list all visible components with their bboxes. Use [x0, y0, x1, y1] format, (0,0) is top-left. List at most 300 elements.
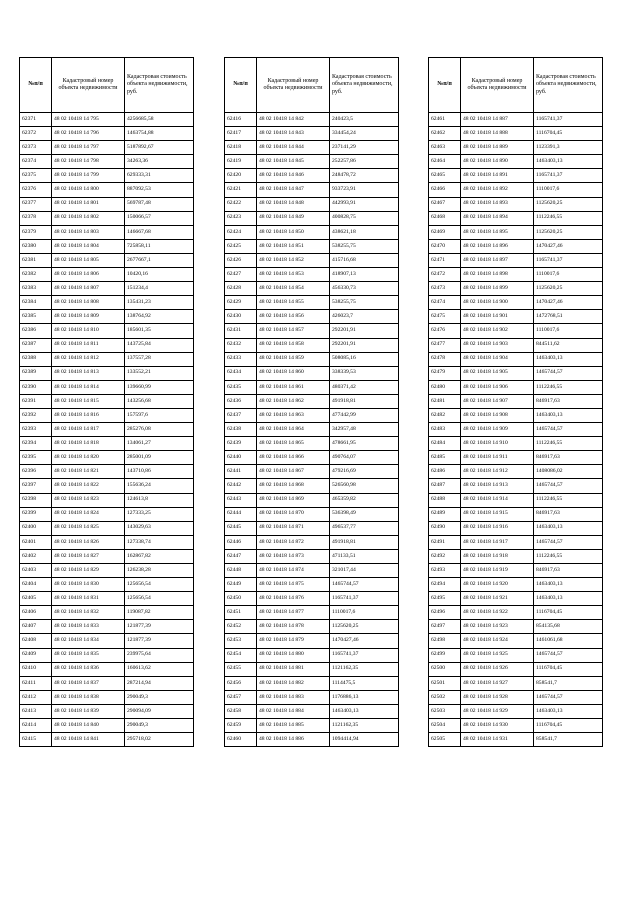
- table-row: [429, 634, 603, 648]
- cadastral-cost: 1121162,35: [330, 719, 399, 733]
- cadastral-cost: 1463403,13: [534, 578, 603, 592]
- row-number: 62459: [225, 719, 257, 733]
- cadastral-cost: 471133,51: [330, 549, 399, 563]
- cadastral-number: 48 02 10418 14 869: [257, 493, 330, 507]
- cadastral-number: 48 02 10418 14 890: [461, 155, 534, 169]
- table-row: [20, 282, 194, 296]
- cadastral-number: 48 02 10418 14 802: [52, 211, 125, 225]
- table-row: [429, 352, 603, 366]
- cadastral-number: 48 02 10418 14 822: [52, 479, 125, 493]
- table-row: [225, 634, 399, 648]
- row-number: 62397: [20, 479, 52, 493]
- cadastral-number: 48 02 10418 14 926: [461, 662, 534, 676]
- row-number: 62383: [20, 282, 52, 296]
- row-number: 62492: [429, 549, 461, 563]
- row-number: 62404: [20, 578, 52, 592]
- cadastral-cost: 844511,62: [534, 338, 603, 352]
- table-row: [225, 535, 399, 549]
- cadastral-number: 48 02 10418 14 835: [52, 648, 125, 662]
- table-row: [20, 113, 194, 127]
- cadastral-cost: 456330,73: [330, 282, 399, 296]
- row-number: 62491: [429, 535, 461, 549]
- cadastral-cost: 1110017,6: [534, 324, 603, 338]
- row-number: 62374: [20, 155, 52, 169]
- cadastral-cost: 400828,75: [330, 211, 399, 225]
- row-number: 62382: [20, 268, 52, 282]
- row-number: 62490: [429, 521, 461, 535]
- cadastral-number: 48 02 10418 14 799: [52, 169, 125, 183]
- table-row: [429, 366, 603, 380]
- table-row: [429, 380, 603, 394]
- row-number: 62418: [225, 141, 257, 155]
- cadastral-number: 48 02 10418 14 865: [257, 437, 330, 451]
- table-row: [225, 592, 399, 606]
- row-number: 62467: [429, 197, 461, 211]
- table-row: [429, 648, 603, 662]
- header-num: №п/п: [225, 58, 257, 113]
- table-row: [429, 493, 603, 507]
- table-row: [20, 239, 194, 253]
- row-number: 62493: [429, 564, 461, 578]
- cadastral-cost: 134061,27: [125, 437, 194, 451]
- cadastral-cost: 1408086,02: [534, 465, 603, 479]
- table-header-row: [429, 58, 603, 113]
- row-number: 62443: [225, 493, 257, 507]
- cadastral-cost: 127333,25: [125, 507, 194, 521]
- row-number: 62476: [429, 324, 461, 338]
- row-number: 62399: [20, 507, 52, 521]
- cadastral-number: 48 02 10418 14 804: [52, 239, 125, 253]
- cadastral-cost: 139660,99: [125, 380, 194, 394]
- row-number: 62454: [225, 648, 257, 662]
- table-row: [429, 437, 603, 451]
- cadastral-cost: 1123391,3: [534, 141, 603, 155]
- table-row: [20, 225, 194, 239]
- table-row: [225, 324, 399, 338]
- row-number: 62466: [429, 183, 461, 197]
- cadastral-number: 48 02 10418 14 830: [52, 578, 125, 592]
- row-number: 62442: [225, 479, 257, 493]
- cadastral-number: 48 02 10418 14 851: [257, 239, 330, 253]
- row-number: 62401: [20, 535, 52, 549]
- cadastral-cost: 538255,75: [330, 239, 399, 253]
- row-number: 62489: [429, 507, 461, 521]
- row-number: 62434: [225, 366, 257, 380]
- cadastral-cost: 526560,98: [330, 479, 399, 493]
- row-number: 62477: [429, 338, 461, 352]
- cadastral-cost: 285001,09: [125, 451, 194, 465]
- cadastral-cost: 121877,39: [125, 634, 194, 648]
- cadastral-number: 48 02 10418 14 813: [52, 366, 125, 380]
- table-row: [20, 634, 194, 648]
- cadastral-cost: 887092,53: [125, 183, 194, 197]
- cadastral-number: 48 02 10418 14 901: [461, 310, 534, 324]
- cadastral-cost: 334454,24: [330, 127, 399, 141]
- row-number: 62386: [20, 324, 52, 338]
- table-row: [20, 620, 194, 634]
- cadastral-number: 48 02 10418 14 853: [257, 268, 330, 282]
- table-row: [429, 564, 603, 578]
- cadastral-number: 48 02 10418 14 917: [461, 535, 534, 549]
- table-row: [429, 268, 603, 282]
- cadastral-number: 48 02 10418 14 854: [257, 282, 330, 296]
- table-row: [225, 183, 399, 197]
- row-number: 62423: [225, 211, 257, 225]
- row-number: 62380: [20, 239, 52, 253]
- table-row: [20, 592, 194, 606]
- table-row: [20, 394, 194, 408]
- cadastral-number: 48 02 10418 14 915: [461, 507, 534, 521]
- cadastral-cost: 1116704,45: [534, 127, 603, 141]
- cadastral-cost: 491918,81: [330, 394, 399, 408]
- cadastral-cost: 237141,29: [330, 141, 399, 155]
- table-row: [429, 282, 603, 296]
- table-row: [429, 197, 603, 211]
- cadastral-cost: 143029,63: [125, 521, 194, 535]
- cadastral-number: 48 02 10418 14 873: [257, 549, 330, 563]
- row-number: 62392: [20, 408, 52, 422]
- row-number: 62400: [20, 521, 52, 535]
- row-number: 62385: [20, 310, 52, 324]
- table-row: [429, 155, 603, 169]
- cadastral-number: 48 02 10418 14 842: [257, 113, 330, 127]
- cadastral-table-1: [19, 57, 194, 747]
- cadastral-cost: 438621,18: [330, 225, 399, 239]
- table-row: [429, 127, 603, 141]
- row-number: 62468: [429, 211, 461, 225]
- cadastral-cost: 133552,21: [125, 366, 194, 380]
- row-number: 62424: [225, 225, 257, 239]
- cadastral-cost: 1112246,55: [534, 211, 603, 225]
- cadastral-cost: 1465744,57: [534, 479, 603, 493]
- cadastral-cost: 146667,68: [125, 225, 194, 239]
- cadastral-cost: 1463403,13: [534, 521, 603, 535]
- cadastral-number: 48 02 10418 14 887: [461, 113, 534, 127]
- cadastral-number: 48 02 10418 14 858: [257, 338, 330, 352]
- cadastral-cost: 1165741,37: [534, 169, 603, 183]
- table-row: [225, 423, 399, 437]
- table-row: [225, 465, 399, 479]
- row-number: 62426: [225, 253, 257, 267]
- table-row: [20, 507, 194, 521]
- cadastral-number: 48 02 10418 14 844: [257, 141, 330, 155]
- row-number: 62438: [225, 423, 257, 437]
- cadastral-cost: 846917,63: [534, 394, 603, 408]
- row-number: 62479: [429, 366, 461, 380]
- cadastral-number: 48 02 10418 14 897: [461, 253, 534, 267]
- row-number: 62405: [20, 592, 52, 606]
- cadastral-cost: 151234,4: [125, 282, 194, 296]
- cadastral-number: 48 02 10418 14 815: [52, 394, 125, 408]
- cadastral-number: 48 02 10418 14 845: [257, 155, 330, 169]
- table-row: [429, 253, 603, 267]
- cadastral-cost: 480371,42: [330, 380, 399, 394]
- table-row: [429, 578, 603, 592]
- row-number: 62430: [225, 310, 257, 324]
- cadastral-number: 48 02 10418 14 850: [257, 225, 330, 239]
- row-number: 62391: [20, 394, 52, 408]
- cadastral-number: 48 02 10418 14 911: [461, 451, 534, 465]
- table-row: [225, 620, 399, 634]
- table-row: [20, 606, 194, 620]
- row-number: 62450: [225, 592, 257, 606]
- cadastral-cost: 1125620,25: [330, 620, 399, 634]
- header-cad-num: Кадастровый номер объекта недвижимости: [52, 58, 125, 113]
- table-body: [429, 113, 603, 747]
- table-row: [429, 620, 603, 634]
- header-cad-cost: Кадастровая стоимость объекта недвижимости, руб.: [125, 58, 194, 113]
- cadastral-number: 48 02 10418 14 840: [52, 719, 125, 733]
- table-row: [20, 521, 194, 535]
- row-number: 62487: [429, 479, 461, 493]
- cadastral-number: 48 02 10418 14 806: [52, 268, 125, 282]
- cadastral-cost: 1465744,57: [534, 423, 603, 437]
- row-number: 62440: [225, 451, 257, 465]
- cadastral-cost: 1125620,25: [534, 225, 603, 239]
- cadastral-cost: 5187892,67: [125, 141, 194, 155]
- cadastral-number: 48 02 10418 14 837: [52, 676, 125, 690]
- cadastral-cost: 442993,91: [330, 197, 399, 211]
- row-number: 62425: [225, 239, 257, 253]
- cadastral-cost: 143256,68: [125, 394, 194, 408]
- row-number: 62402: [20, 549, 52, 563]
- table-row: [20, 437, 194, 451]
- cadastral-cost: 1094414,94: [330, 733, 399, 747]
- row-number: 62371: [20, 113, 52, 127]
- row-number: 62456: [225, 676, 257, 690]
- cadastral-cost: 290049,3: [125, 690, 194, 704]
- cadastral-table-2: [224, 57, 399, 747]
- cadastral-number: 48 02 10418 14 902: [461, 324, 534, 338]
- cadastral-cost: 240423,5: [330, 113, 399, 127]
- row-number: 62475: [429, 310, 461, 324]
- table-row: [429, 408, 603, 422]
- cadastral-cost: 239975,64: [125, 648, 194, 662]
- cadastral-cost: 1472768,51: [534, 310, 603, 324]
- cadastral-cost: 1125620,25: [534, 197, 603, 211]
- table-row: [225, 719, 399, 733]
- cadastral-number: 48 02 10418 14 877: [257, 606, 330, 620]
- row-number: 62448: [225, 564, 257, 578]
- row-number: 62393: [20, 423, 52, 437]
- cadastral-number: 48 02 10418 14 808: [52, 296, 125, 310]
- row-number: 62483: [429, 423, 461, 437]
- table-row: [20, 676, 194, 690]
- cadastral-number: 48 02 10418 14 907: [461, 394, 534, 408]
- header-cad-num: Кадастровый номер объекта недвижимости: [257, 58, 330, 113]
- row-number: 62372: [20, 127, 52, 141]
- table-row: [20, 324, 194, 338]
- cadastral-cost: 10420,16: [125, 268, 194, 282]
- row-number: 62428: [225, 282, 257, 296]
- cadastral-number: 48 02 10418 14 899: [461, 282, 534, 296]
- cadastral-cost: 1470427,46: [330, 634, 399, 648]
- cadastral-number: 48 02 10418 14 884: [257, 704, 330, 718]
- table-row: [20, 493, 194, 507]
- cadastral-number: 48 02 10418 14 833: [52, 620, 125, 634]
- cadastral-number: 48 02 10418 14 910: [461, 437, 534, 451]
- cadastral-number: 48 02 10418 14 889: [461, 141, 534, 155]
- cadastral-cost: 569787,48: [125, 197, 194, 211]
- table-row: [20, 578, 194, 592]
- row-number: 62412: [20, 690, 52, 704]
- cadastral-number: 48 02 10418 14 829: [52, 564, 125, 578]
- table-row: [225, 352, 399, 366]
- cadastral-table-3: [428, 57, 603, 747]
- row-number: 62457: [225, 690, 257, 704]
- cadastral-number: 48 02 10418 14 886: [257, 733, 330, 747]
- table-row: [20, 451, 194, 465]
- table-row: [429, 507, 603, 521]
- cadastral-number: 48 02 10418 14 882: [257, 676, 330, 690]
- table-row: [225, 648, 399, 662]
- cadastral-number: 48 02 10418 14 831: [52, 592, 125, 606]
- cadastral-cost: 1463403,13: [534, 704, 603, 718]
- cadastral-number: 48 02 10418 14 861: [257, 380, 330, 394]
- cadastral-cost: 1112246,55: [534, 437, 603, 451]
- cadastral-number: 48 02 10418 14 859: [257, 352, 330, 366]
- cadastral-number: 48 02 10418 14 807: [52, 282, 125, 296]
- cadastral-number: 48 02 10418 14 868: [257, 479, 330, 493]
- cadastral-cost: 1165741,37: [330, 648, 399, 662]
- cadastral-number: 48 02 10418 14 893: [461, 197, 534, 211]
- row-number: 62446: [225, 535, 257, 549]
- table-row: [429, 465, 603, 479]
- table-row: [225, 394, 399, 408]
- cadastral-number: 48 02 10418 14 919: [461, 564, 534, 578]
- cadastral-number: 48 02 10418 14 805: [52, 253, 125, 267]
- row-number: 62500: [429, 662, 461, 676]
- cadastral-number: 48 02 10418 14 913: [461, 479, 534, 493]
- cadastral-cost: 846917,63: [534, 507, 603, 521]
- row-number: 62496: [429, 606, 461, 620]
- row-number: 62485: [429, 451, 461, 465]
- row-number: 62439: [225, 437, 257, 451]
- table-row: [20, 310, 194, 324]
- row-number: 62411: [20, 676, 52, 690]
- cadastral-cost: 1110017,6: [534, 268, 603, 282]
- cadastral-number: 48 02 10418 14 920: [461, 578, 534, 592]
- row-number: 62462: [429, 127, 461, 141]
- cadastral-number: 48 02 10418 14 795: [52, 113, 125, 127]
- row-number: 62394: [20, 437, 52, 451]
- cadastral-number: 48 02 10418 14 921: [461, 592, 534, 606]
- cadastral-number: 48 02 10418 14 834: [52, 634, 125, 648]
- row-number: 62481: [429, 394, 461, 408]
- cadastral-number: 48 02 10418 14 880: [257, 648, 330, 662]
- table-row: [225, 282, 399, 296]
- cadastral-number: 48 02 10418 14 875: [257, 578, 330, 592]
- row-number: 62458: [225, 704, 257, 718]
- row-number: 62407: [20, 620, 52, 634]
- row-number: 62376: [20, 183, 52, 197]
- cadastral-cost: 426023,7: [330, 310, 399, 324]
- table-row: [20, 211, 194, 225]
- table-row: [20, 465, 194, 479]
- cadastral-cost: 1121162,35: [330, 662, 399, 676]
- cadastral-number: 48 02 10418 14 876: [257, 592, 330, 606]
- table-row: [225, 127, 399, 141]
- cadastral-cost: 143725,84: [125, 338, 194, 352]
- cadastral-number: 48 02 10418 14 903: [461, 338, 534, 352]
- row-number: 62414: [20, 719, 52, 733]
- cadastral-number: 48 02 10418 14 918: [461, 549, 534, 563]
- table-row: [225, 606, 399, 620]
- cadastral-cost: 155636,24: [125, 479, 194, 493]
- cadastral-number: 48 02 10418 14 809: [52, 310, 125, 324]
- cadastral-number: 48 02 10418 14 881: [257, 662, 330, 676]
- table-row: [225, 493, 399, 507]
- cadastral-number: 48 02 10418 14 812: [52, 352, 125, 366]
- cadastral-cost: 1116704,45: [534, 719, 603, 733]
- cadastral-cost: 338339,53: [330, 366, 399, 380]
- cadastral-number: 48 02 10418 14 909: [461, 423, 534, 437]
- table-row: [20, 141, 194, 155]
- cadastral-number: 48 02 10418 14 879: [257, 634, 330, 648]
- cadastral-number: 48 02 10418 14 896: [461, 239, 534, 253]
- table-row: [225, 549, 399, 563]
- cadastral-cost: 1114475,5: [330, 676, 399, 690]
- row-number: 62478: [429, 352, 461, 366]
- table-row: [225, 733, 399, 747]
- row-number: 62447: [225, 549, 257, 563]
- cadastral-cost: 1463754,88: [125, 127, 194, 141]
- table-row: [20, 479, 194, 493]
- row-number: 62480: [429, 380, 461, 394]
- cadastral-number: 48 02 10418 14 796: [52, 127, 125, 141]
- row-number: 62421: [225, 183, 257, 197]
- cadastral-cost: 285276,08: [125, 423, 194, 437]
- table-row: [429, 113, 603, 127]
- table-row: [20, 366, 194, 380]
- cadastral-cost: 1463403,13: [534, 408, 603, 422]
- cadastral-number: 48 02 10418 14 892: [461, 183, 534, 197]
- cadastral-number: 48 02 10418 14 888: [461, 127, 534, 141]
- row-number: 62444: [225, 507, 257, 521]
- row-number: 62420: [225, 169, 257, 183]
- cadastral-cost: 138764,92: [125, 310, 194, 324]
- table-row: [429, 479, 603, 493]
- cadastral-number: 48 02 10418 14 816: [52, 408, 125, 422]
- row-number: 62377: [20, 197, 52, 211]
- cadastral-cost: 143710,86: [125, 465, 194, 479]
- row-number: 62472: [429, 268, 461, 282]
- cadastral-cost: 1463403,13: [330, 704, 399, 718]
- table-row: [429, 676, 603, 690]
- row-number: 62409: [20, 648, 52, 662]
- row-number: 62389: [20, 366, 52, 380]
- cadastral-number: 48 02 10418 14 923: [461, 620, 534, 634]
- table-row: [429, 239, 603, 253]
- row-number: 62427: [225, 268, 257, 282]
- cadastral-number: 48 02 10418 14 931: [461, 733, 534, 747]
- header-cad-cost: Кадастровая стоимость объекта недвижимости, руб.: [534, 58, 603, 113]
- table-row: [225, 408, 399, 422]
- cadastral-number: 48 02 10418 14 803: [52, 225, 125, 239]
- table-row: [429, 141, 603, 155]
- table-row: [20, 352, 194, 366]
- row-number: 62408: [20, 634, 52, 648]
- cadastral-number: 48 02 10418 14 821: [52, 465, 125, 479]
- cadastral-number: 48 02 10418 14 883: [257, 690, 330, 704]
- table-row: [429, 535, 603, 549]
- row-number: 62484: [429, 437, 461, 451]
- row-number: 62388: [20, 352, 52, 366]
- table-row: [225, 662, 399, 676]
- cadastral-cost: 1176886,13: [330, 690, 399, 704]
- cadastral-number: 48 02 10418 14 872: [257, 535, 330, 549]
- row-number: 62465: [429, 169, 461, 183]
